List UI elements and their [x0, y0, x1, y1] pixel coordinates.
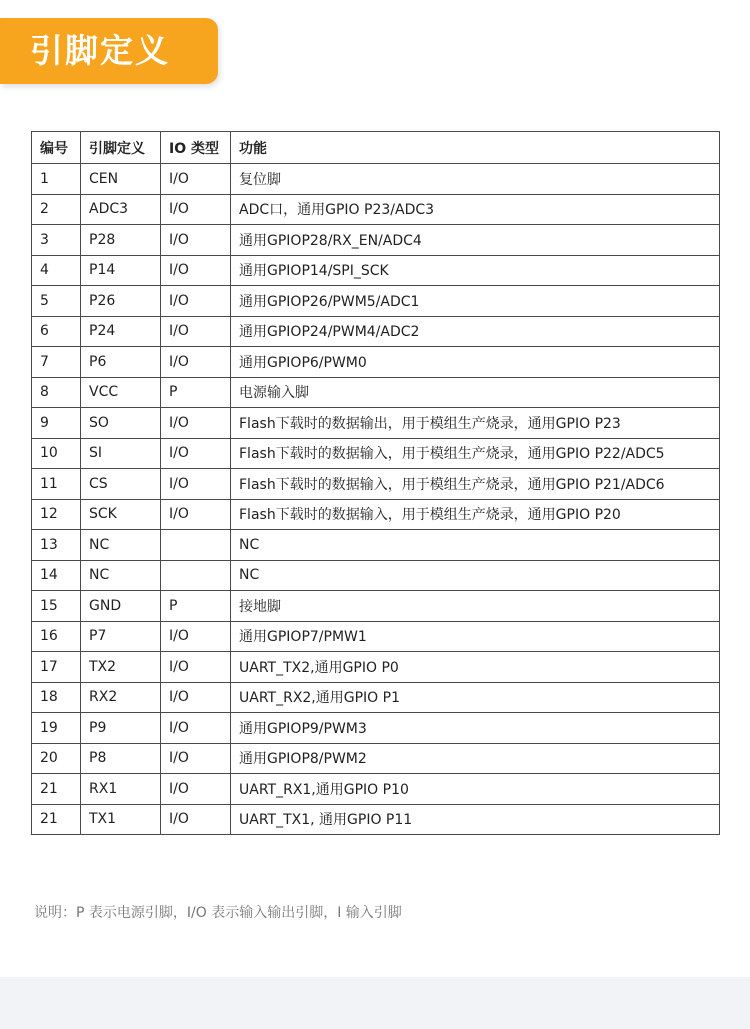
table-row: [32, 225, 720, 256]
cell-function: 通用GPIOP6/PWM0: [231, 347, 720, 378]
cell-pin-name: P9: [81, 713, 161, 744]
header-io-type: IO 类型: [161, 132, 231, 164]
table-header-row: [32, 132, 720, 164]
cell-function: UART_RX2,通用GPIO P1: [231, 682, 720, 713]
cell-function: 通用GPIOP7/PMW1: [231, 621, 720, 652]
cell-function: 通用GPIOP26/PWM5/ADC1: [231, 286, 720, 317]
cell-number: 4: [32, 255, 81, 286]
cell-function: UART_TX2,通用GPIO P0: [231, 652, 720, 683]
cell-function: 通用GPIOP28/RX_EN/ADC4: [231, 225, 720, 256]
cell-number: 8: [32, 377, 81, 408]
cell-number: 9: [32, 408, 81, 439]
table-row: [32, 255, 720, 286]
table-row: [32, 286, 720, 317]
cell-number: 18: [32, 682, 81, 713]
table-row: [32, 438, 720, 469]
cell-number: 1: [32, 164, 81, 195]
header-number: 编号: [32, 132, 81, 164]
cell-function: 通用GPIOP8/PWM2: [231, 743, 720, 774]
cell-pin-name: P7: [81, 621, 161, 652]
cell-number: 14: [32, 560, 81, 591]
cell-number: 17: [32, 652, 81, 683]
cell-pin-name: RX1: [81, 774, 161, 805]
cell-function: Flash下载时的数据输出，用于模组生产烧录，通用GPIO P23: [231, 408, 720, 439]
cell-pin-name: TX1: [81, 804, 161, 835]
cell-function: 复位脚: [231, 164, 720, 195]
cell-io-type: I/O: [161, 408, 231, 439]
cell-io-type: I/O: [161, 286, 231, 317]
cell-function: UART_RX1,通用GPIO P10: [231, 774, 720, 805]
table-row: [32, 530, 720, 561]
table-row: [32, 682, 720, 713]
cell-number: 11: [32, 469, 81, 500]
cell-io-type: I/O: [161, 652, 231, 683]
table-body: [32, 164, 720, 835]
cell-pin-name: TX2: [81, 652, 161, 683]
table-row: [32, 560, 720, 591]
cell-io-type: I/O: [161, 347, 231, 378]
cell-io-type: P: [161, 591, 231, 622]
cell-io-type: I/O: [161, 713, 231, 744]
table-row: [32, 164, 720, 195]
table-row: [32, 652, 720, 683]
cell-io-type: I/O: [161, 164, 231, 195]
cell-io-type: I/O: [161, 621, 231, 652]
cell-number: 12: [32, 499, 81, 530]
cell-function: 通用GPIOP14/SPI_SCK: [231, 255, 720, 286]
pin-definition-table: [31, 131, 720, 835]
table-row: [32, 408, 720, 439]
cell-function: 通用GPIOP9/PWM3: [231, 713, 720, 744]
table-row: [32, 347, 720, 378]
cell-number: 3: [32, 225, 81, 256]
table-row: [32, 194, 720, 225]
cell-number: 7: [32, 347, 81, 378]
cell-pin-name: VCC: [81, 377, 161, 408]
table-row: [32, 804, 720, 835]
footer-band: [0, 977, 750, 1029]
cell-pin-name: GND: [81, 591, 161, 622]
table-row: [32, 591, 720, 622]
cell-io-type: [161, 560, 231, 591]
cell-pin-name: SO: [81, 408, 161, 439]
cell-function: Flash下载时的数据输入，用于模组生产烧录，通用GPIO P21/ADC6: [231, 469, 720, 500]
cell-function: Flash下载时的数据输入，用于模组生产烧录，通用GPIO P20: [231, 499, 720, 530]
cell-io-type: I/O: [161, 469, 231, 500]
cell-pin-name: SCK: [81, 499, 161, 530]
cell-number: 5: [32, 286, 81, 317]
header-function: 功能: [231, 132, 720, 164]
cell-io-type: I/O: [161, 743, 231, 774]
cell-function: NC: [231, 530, 720, 561]
cell-function: 通用GPIOP24/PWM4/ADC2: [231, 316, 720, 347]
cell-io-type: [161, 530, 231, 561]
cell-io-type: I/O: [161, 255, 231, 286]
cell-number: 16: [32, 621, 81, 652]
cell-pin-name: P6: [81, 347, 161, 378]
cell-number: 2: [32, 194, 81, 225]
cell-io-type: I/O: [161, 438, 231, 469]
cell-pin-name: P14: [81, 255, 161, 286]
cell-pin-name: RX2: [81, 682, 161, 713]
cell-io-type: P: [161, 377, 231, 408]
cell-function: 电源输入脚: [231, 377, 720, 408]
cell-function: 接地脚: [231, 591, 720, 622]
cell-pin-name: P26: [81, 286, 161, 317]
cell-io-type: I/O: [161, 804, 231, 835]
cell-io-type: I/O: [161, 225, 231, 256]
cell-pin-name: CEN: [81, 164, 161, 195]
cell-io-type: I/O: [161, 774, 231, 805]
cell-number: 15: [32, 591, 81, 622]
cell-pin-name: P8: [81, 743, 161, 774]
cell-number: 13: [32, 530, 81, 561]
table-row: [32, 713, 720, 744]
cell-pin-name: SI: [81, 438, 161, 469]
cell-pin-name: NC: [81, 560, 161, 591]
header-pin-name: 引脚定义: [81, 132, 161, 164]
cell-number: 21: [32, 774, 81, 805]
table-row: [32, 499, 720, 530]
cell-io-type: I/O: [161, 316, 231, 347]
table-row: [32, 621, 720, 652]
cell-number: 20: [32, 743, 81, 774]
cell-pin-name: ADC3: [81, 194, 161, 225]
cell-number: 19: [32, 713, 81, 744]
cell-io-type: I/O: [161, 194, 231, 225]
cell-function: Flash下载时的数据输入，用于模组生产烧录，通用GPIO P22/ADC5: [231, 438, 720, 469]
legend-note: 说明：P 表示电源引脚，I/O 表示输入输出引脚，I 输入引脚: [34, 905, 402, 921]
cell-io-type: I/O: [161, 682, 231, 713]
cell-pin-name: NC: [81, 530, 161, 561]
cell-pin-name: P24: [81, 316, 161, 347]
cell-function: UART_TX1, 通用GPIO P11: [231, 804, 720, 835]
page-title: 引脚定义: [0, 18, 218, 84]
cell-pin-name: P28: [81, 225, 161, 256]
cell-pin-name: CS: [81, 469, 161, 500]
cell-number: 6: [32, 316, 81, 347]
table-row: [32, 377, 720, 408]
table-row: [32, 774, 720, 805]
table-row: [32, 743, 720, 774]
cell-io-type: I/O: [161, 499, 231, 530]
cell-function: ADC口，通用GPIO P23/ADC3: [231, 194, 720, 225]
cell-number: 21: [32, 804, 81, 835]
table-row: [32, 316, 720, 347]
table-row: [32, 469, 720, 500]
cell-number: 10: [32, 438, 81, 469]
cell-function: NC: [231, 560, 720, 591]
